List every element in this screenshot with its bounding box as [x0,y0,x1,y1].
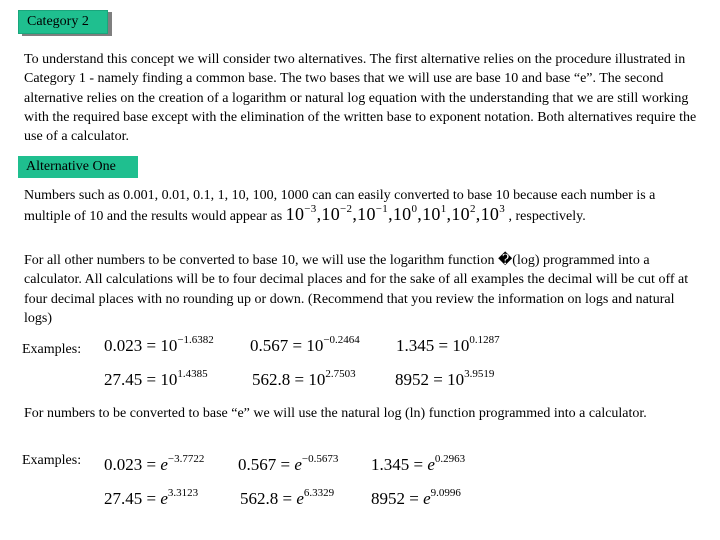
category-label: Category 2 [18,10,108,34]
power-of-ten: $10^1$ [422,203,447,225]
power-of-ten: $10^{-3}$ [285,203,317,225]
powers-of-ten: $10^{-3},10^{-2},10^{-1},10^0,10^1,10^2,10^3$ [285,203,505,225]
base10-example: $8952 = 10^{3.9519}$ [395,368,495,389]
base10-example: $27.45 = 10^{1.4385}$ [104,368,208,389]
e-example: $8952 = e^{9.0996}$ [371,487,461,508]
numbers-text-start: Numbers such as 0.001, 0.01, 0.1, 1, 10, 100, 1000 can can easily converted to base 10 because each number is a multiple of 10 and the results would appear as [24,188,656,225]
numbers-text-end: , respectively. [505,209,586,225]
e-example: $0.023 = e^{-3.7722}$ [104,453,205,474]
base10-example: $1.345 = 10^{0.1287}$ [396,334,500,355]
e-example: $0.567 = e^{-0.5673}$ [238,453,339,474]
examples-label: Examples: [22,342,82,357]
power-of-ten: $10^0$ [392,203,418,225]
e-example: $1.345 = e^{0.2963}$ [371,453,466,474]
intro-paragraph: To understand this concept we will consider two alternatives. The first alternative relies on the procedure illustrated in Category 1 - namely finding a common base. The two bases that we will use are base 10 and base “e”. The second alternative relies on the creation of a logarithm or natural log equation with the understanding that we are still working with the required base except with the elimination of the written base to exponent notation. Both alternatives require the use of a calculator. [24,52,697,145]
power-of-ten: $10^{-2}$ [321,203,353,225]
e-example: $562.8 = e^{6.3329}$ [240,487,335,508]
numbers-paragraph [24,186,700,227]
power-of-ten: $10^3$ [480,203,505,225]
power-of-ten: $10^2$ [451,203,476,225]
log-paragraph: For all other numbers to be converted to base 10, we will use the logarithm function �(log) programmed into a calculator. All calculations will be to four decimal places and for the sake of all examples the decimal will be cut off at four decimal places with no rounding up or down. (Recommend that you review the information on logs and natural logs) [24,253,689,326]
base10-example: $0.567 = 10^{-0.2464}$ [250,334,360,355]
base10-example: $562.8 = 10^{2.7503}$ [252,368,356,389]
base10-example: $0.023 = 10^{-1.6382}$ [104,334,214,355]
power-of-ten: $10^{-1}$ [357,203,389,225]
alternative-label: Alternative One [18,156,138,178]
examples-label-2: Examples: [22,453,82,468]
e-example: $27.45 = e^{3.3123}$ [104,487,199,508]
ln-paragraph: For numbers to be converted to base “e” we will use the natural log (ln) function programmed into a calculator. [24,406,647,421]
